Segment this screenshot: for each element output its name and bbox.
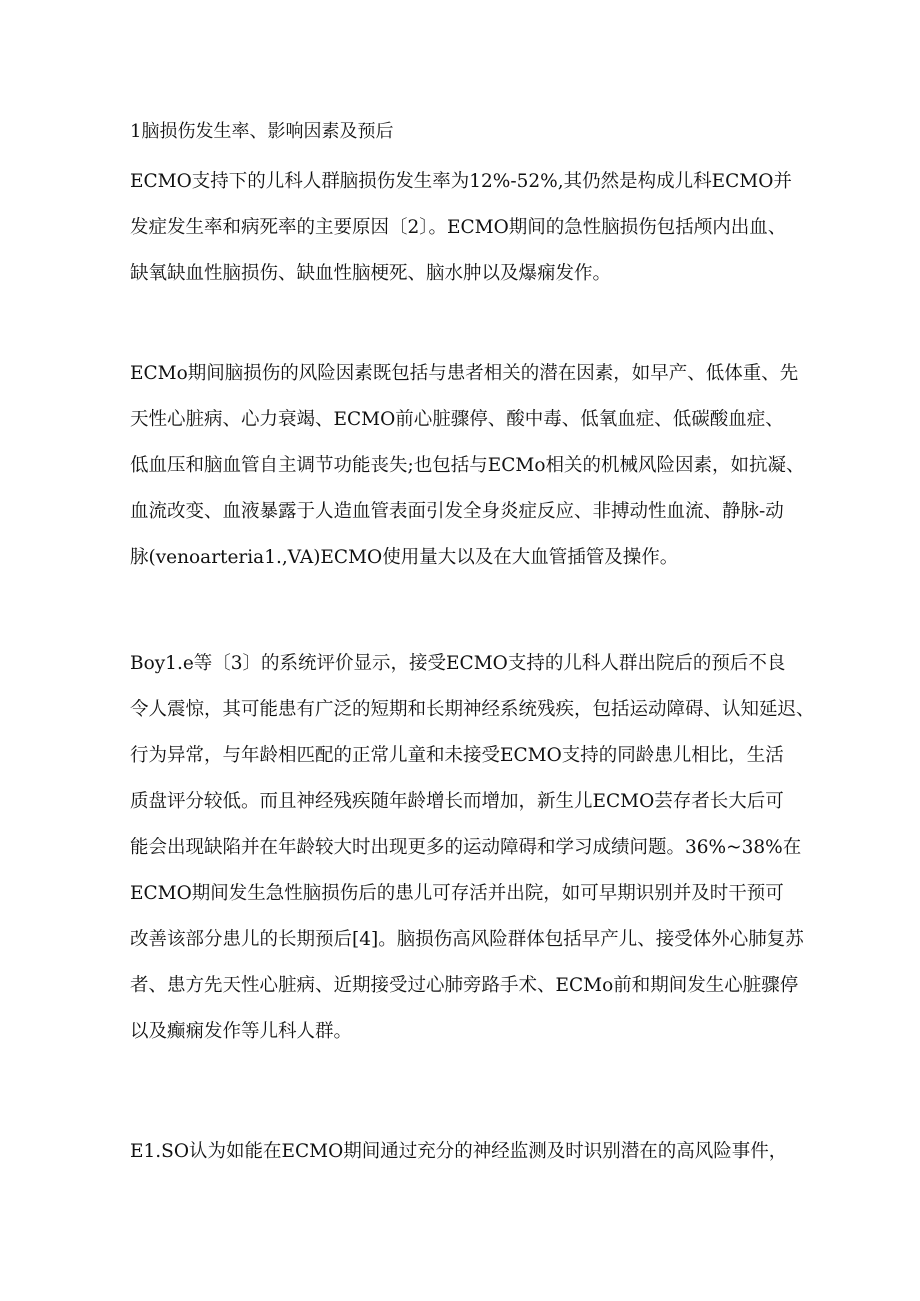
text-line: 改善该部分患儿的长期预后[4]。脑损伤高风险群体包括早产儿、接受体外心肺复苏 <box>130 929 804 950</box>
text-line: 发症发生率和病死率的主要原因〔2〕。ECMO期间的急性脑损伤包括颅内出血、 <box>130 217 787 238</box>
text-line: ECMO期间发生急性脑损伤后的患儿可存活并出院，如可早期识别并及时干预可 <box>130 883 784 904</box>
paragraph-elso <box>130 1129 800 1175</box>
paragraph-prognosis <box>130 641 815 1055</box>
text-line: ECMO支持下的儿科人群脑损伤发生率为12%-52%,其仍然是构成儿科ECMO并 <box>130 171 792 192</box>
text-line: 以及癫痫发作等儿科人群。 <box>130 1021 353 1042</box>
text-line: 能会出现缺陷并在年龄较大时出现更多的运动障碍和学习成绩问题。36%~38%在 <box>130 837 802 858</box>
text-line: ECMo期间脑损伤的风险因素既包括与患者相关的潜在因素，如早产、低体重、先 <box>130 363 799 384</box>
text-line: 缺氧缺血性脑损伤、缺血性脑梗死、脑水肿以及爆痫发作。 <box>130 263 612 284</box>
text-line: 质盘评分较低。而且神经残疾随年龄增长而增加，新生儿ECMO芸存者长大后可 <box>130 791 784 812</box>
text-line: 天性心脏病、心力衰竭、ECMO前心脏骤停、酸中毒、低氧血症、低碳酸血症、 <box>130 409 784 430</box>
text-line: Boy1.e等〔3〕的系统评价显示，接受ECMO支持的儿科人群出院后的预后不良 <box>130 653 786 674</box>
paragraph-risk-factors <box>130 351 805 581</box>
text-line: 者、患方先天性心脏病、近期接受过心肺旁路手术、ECMo前和期间发生心脏骤停 <box>130 975 799 996</box>
text-line: 血流改变、血液暴露于人造血管表面引发全身炎症反应、非搏动性血流、静脉-动 <box>130 501 784 522</box>
text-line: 令人震惊，其可能患有广泛的短期和长期神经系统残疾，包括运动障碍、认知延迟、 <box>130 699 815 720</box>
text-line: 低血压和脑血管自主调节功能丧失;也包括与ECMo相关的机械风险因素，如抗凝、 <box>130 455 805 476</box>
paragraph-incidence <box>130 159 800 297</box>
section-heading: 1脑损伤发生率、影响因素及预后 <box>130 121 394 142</box>
text-line: E1.SO认为如能在ECMO期间通过充分的神经监测及时识别潜在的高风险事件， <box>130 1141 788 1162</box>
text-line: 行为异常，与年龄相匹配的正常儿童和未接受ECMO支持的同龄患儿相比，生活 <box>130 745 784 766</box>
text-line: 脉(venoarteria1.,VA)ECMO使用量大以及在大血管插管及操作。 <box>130 547 679 568</box>
